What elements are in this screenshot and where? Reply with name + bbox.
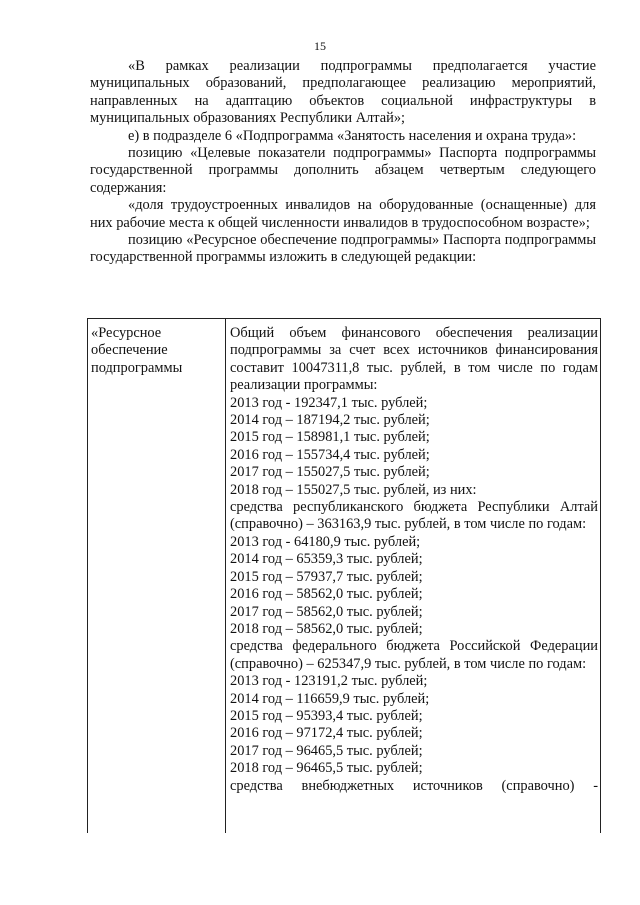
paragraph-1: «В рамках реализации подпрограммы предполагается участие муниципальных образований, предполагающее реализацию мероприятий, направленных на адаптацию объектов социальной инфраструктуры в муниципальных образованиях Республики Алтай»;: [90, 58, 596, 127]
resource-table: [87, 318, 601, 833]
total-year-line: 2018 год – 155027,5 тыс. рублей, из них:: [230, 481, 477, 498]
page-number: 15: [314, 39, 326, 53]
federal-year-line: 2015 год – 95393,4 тыс. рублей;: [230, 707, 423, 724]
republic-year-line: 2018 год – 58562,0 тыс. рублей;: [230, 620, 423, 637]
left-cell-line: «Ресурсное: [91, 325, 162, 341]
paragraph-4: «доля трудоустроенных инвалидов на оборудованные (оснащенные) для них рабочие места к общей численности инвалидов в трудоспособном возрасте»;: [90, 197, 596, 231]
total-year-line: 2015 год – 158981,1 тыс. рублей;: [230, 429, 430, 446]
offbudget-line: средства внебюджетных источников (справочно) -: [230, 777, 598, 794]
funding-intro: Общий объем финансового обеспечения реализации подпрограммы за счет всех источников финансирования составит 10047311,8 тыс. рублей, в том числе по годам реализации программы:: [230, 325, 598, 394]
republic-year-line: 2014 год – 65359,3 тыс. рублей;: [230, 551, 423, 568]
federal-year-line: 2013 год - 123191,2 тыс. рублей;: [230, 673, 428, 690]
left-cell-line: обеспечение: [91, 342, 168, 359]
republic-year-line: 2016 год – 58562,0 тыс. рублей;: [230, 586, 423, 603]
left-cell-line: подпрограммы: [91, 359, 183, 376]
republic-year-line: 2013 год - 64180,9 тыс. рублей;: [230, 533, 421, 550]
republic-year-line: 2015 год – 57937,7 тыс. рублей;: [230, 568, 423, 585]
body-text: [90, 58, 596, 267]
federal-year-line: 2017 год – 96465,5 тыс. рублей;: [230, 742, 423, 759]
paragraph-5: позицию «Ресурсное обеспечение подпрограммы» Паспорта подпрограммы государственной программы изложить в следующей редакции:: [90, 232, 596, 266]
federal-year-line: 2014 год – 116659,9 тыс. рублей;: [230, 690, 430, 707]
table-right-cell: [230, 325, 598, 795]
federal-year-line: 2018 год – 96465,5 тыс. рублей;: [230, 760, 423, 777]
paragraph-2: е) в подразделе 6 «Подпрограмма «Занятость населения и охрана труда»:: [128, 127, 577, 144]
total-year-line: 2016 год – 155734,4 тыс. рублей;: [230, 446, 430, 463]
republic-budget-intro: средства республиканского бюджета Республики Алтай (справочно) – 363163,9 тыс. рублей, в том числе по годам:: [230, 499, 598, 533]
total-year-line: 2013 год - 192347,1 тыс. рублей;: [230, 394, 428, 411]
total-year-line: 2014 год – 187194,2 тыс. рублей;: [230, 412, 430, 429]
federal-budget-intro: средства федерального бюджета Российской Федерации (справочно) – 625347,9 тыс. рублей, в том числе по годам:: [230, 638, 598, 672]
total-year-line: 2017 год – 155027,5 тыс. рублей;: [230, 464, 430, 481]
federal-year-line: 2016 год – 97172,4 тыс. рублей;: [230, 725, 423, 742]
paragraph-3: позицию «Целевые показатели подпрограммы» Паспорта подпрограммы государственной программы дополнить абзацем четвертым следующего содержания:: [90, 145, 596, 196]
column-divider: [225, 319, 226, 833]
table-left-cell: [91, 325, 221, 377]
republic-year-line: 2017 год – 58562,0 тыс. рублей;: [230, 603, 423, 620]
